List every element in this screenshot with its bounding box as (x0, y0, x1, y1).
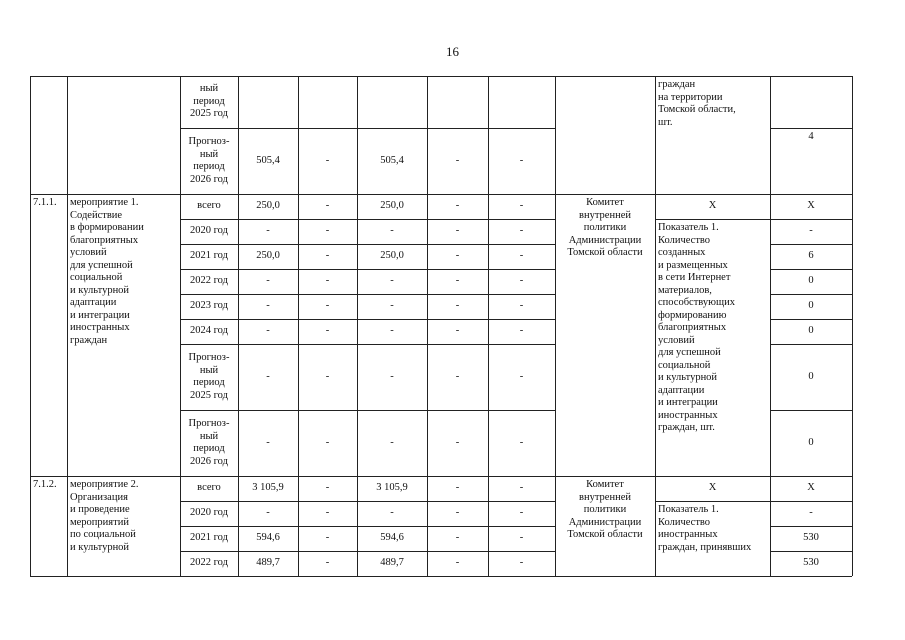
table-rule (770, 269, 852, 270)
table-rule (180, 244, 555, 245)
table-rule (488, 76, 489, 576)
value-cell: - (390, 300, 394, 312)
table-rule (770, 526, 852, 527)
value-cell: - (325, 532, 330, 544)
table-rule (770, 219, 852, 220)
table-rule (180, 294, 555, 295)
table-rule (30, 576, 852, 577)
item-name: мероприятие 2. Организация и проведение мероприятий по социальной и культурной (70, 479, 139, 553)
value-cell: - (455, 436, 460, 448)
value-cell: - (455, 532, 460, 544)
indicator-cell: Показатель 1. Количество иностранных граждан, принявших (658, 504, 752, 553)
value-cell: - (390, 507, 394, 519)
value-cell: - (519, 436, 524, 448)
value-cell: - (519, 507, 524, 519)
value-cell: - (455, 275, 460, 287)
value-cell: 250,0 (380, 200, 404, 212)
table-rule (555, 76, 556, 576)
value-cell: - (519, 275, 524, 287)
target-cell: 0 (808, 436, 814, 448)
period-cell: 2020 год (190, 507, 228, 519)
value-cell: - (455, 325, 460, 337)
table-rule (770, 551, 852, 552)
value-cell: - (266, 370, 270, 382)
value-cell: - (455, 225, 460, 237)
table-rule (180, 269, 555, 270)
value-cell: - (390, 370, 394, 382)
value-cell: 505,4 (380, 154, 404, 166)
value-cell: - (519, 532, 524, 544)
value-cell: - (325, 154, 330, 166)
period-cell: Прогноз- ный период 2026 год (188, 418, 230, 467)
value-cell: - (390, 275, 394, 287)
value-cell: - (519, 200, 524, 212)
table-rule (180, 76, 181, 576)
value-cell: - (455, 482, 460, 494)
target-cell: - (809, 507, 813, 519)
period-cell: 2021 год (190, 532, 228, 544)
period-cell: 2024 год (190, 325, 228, 337)
value-cell: 489,7 (380, 557, 404, 569)
table-rule (357, 76, 358, 576)
table-rule (67, 76, 68, 576)
table-rule (770, 319, 852, 320)
indicator-cell: Показатель 1. Количество созданных и размещенных в сети Интернет материалов, способствующих формированию благоприятных условий для успешной социальной и культурной адаптации и интеграции иностранных граждан, шт. (658, 222, 735, 433)
value-cell: - (325, 225, 330, 237)
table-rule (238, 76, 239, 576)
value-cell: 3 105,9 (252, 482, 284, 494)
value-cell: - (455, 250, 460, 262)
table-rule (180, 526, 555, 527)
value-cell: - (325, 275, 330, 287)
value-cell: - (455, 154, 460, 166)
value-cell: - (455, 557, 460, 569)
table-rule (180, 551, 555, 552)
table-rule (427, 76, 428, 576)
target-cell: 0 (808, 300, 814, 312)
period-cell: всего (197, 200, 221, 212)
table-rule (655, 76, 656, 576)
value-cell: - (519, 154, 524, 166)
target-cell: X (807, 200, 815, 212)
indicator-head-cell: X (708, 200, 717, 212)
period-cell: 2020 год (190, 225, 228, 237)
target-cell: 530 (803, 557, 819, 569)
value-cell: - (519, 300, 524, 312)
executor-cell: Комитет внутренней политики Администрации Томской области (567, 479, 643, 540)
target-cell: 0 (808, 275, 814, 287)
value-cell: - (519, 325, 524, 337)
period-cell: 2021 год (190, 250, 228, 262)
value-cell: 250,0 (380, 250, 404, 262)
table-rule (298, 76, 299, 576)
table-rule (180, 501, 555, 502)
table-rule (30, 76, 852, 77)
period-cell: 2022 год (190, 275, 228, 287)
value-cell: - (455, 370, 460, 382)
value-cell: - (519, 370, 524, 382)
value-cell: - (455, 200, 460, 212)
executor-cell: Комитет внутренней политики Администрации Томской области (567, 197, 643, 258)
page-number: 16 (446, 44, 459, 59)
value-cell: 250,0 (256, 250, 280, 262)
value-cell: - (519, 482, 524, 494)
value-cell: 3 105,9 (376, 482, 408, 494)
value-cell: - (266, 225, 270, 237)
period-cell: Прогноз- ный период 2025 год (188, 352, 230, 401)
value-cell: - (325, 557, 330, 569)
target-cell: - (809, 225, 813, 237)
table-rule (770, 501, 852, 502)
value-cell: - (519, 557, 524, 569)
value-cell: - (266, 300, 270, 312)
value-cell: - (325, 370, 330, 382)
value-cell: - (325, 200, 330, 212)
value-cell: - (519, 225, 524, 237)
table-rule (30, 76, 31, 576)
value-cell: - (325, 436, 330, 448)
indicator-cell: граждан на территории Томской области, шт. (658, 79, 736, 128)
value-cell: - (266, 436, 270, 448)
period-cell: всего (197, 482, 221, 494)
table-rule (770, 76, 771, 576)
table-rule (180, 319, 555, 320)
period-cell: 2022 год (190, 557, 228, 569)
value-cell: - (519, 250, 524, 262)
table-rule (770, 294, 852, 295)
value-cell: - (325, 250, 330, 262)
item-name: мероприятие 1. Содействие в формировании благоприятных условий для успешной социальной и культурной адаптации и интеграции иностранных граждан (70, 197, 144, 346)
value-cell: - (325, 507, 330, 519)
table-rule (655, 219, 770, 220)
item-code: 7.1.1. (33, 197, 57, 208)
period-cell: ный период 2025 год (190, 83, 228, 120)
table-rule (180, 219, 555, 220)
table-rule (770, 244, 852, 245)
value-cell: - (390, 436, 394, 448)
value-cell: - (266, 507, 270, 519)
table-rule (655, 501, 770, 502)
table-rule (180, 410, 555, 411)
target-cell: 0 (808, 325, 814, 337)
value-cell: 489,7 (256, 557, 280, 569)
target-cell: 530 (803, 532, 819, 544)
target-cell: 0 (808, 370, 814, 382)
indicator-head-cell: X (708, 482, 717, 494)
target-cell: 4 (808, 131, 814, 142)
value-cell: - (266, 325, 270, 337)
target-cell: 6 (808, 250, 814, 262)
period-cell: Прогноз- ный период 2026 год (188, 136, 230, 185)
value-cell: - (390, 325, 394, 337)
value-cell: 594,6 (380, 532, 404, 544)
table-rule (770, 410, 852, 411)
value-cell: 505,4 (256, 154, 280, 166)
item-code: 7.1.2. (33, 479, 57, 490)
value-cell: 594,6 (256, 532, 280, 544)
value-cell: - (325, 482, 330, 494)
value-cell: - (455, 507, 460, 519)
table-rule (180, 128, 555, 129)
value-cell: - (325, 300, 330, 312)
table-rule (180, 344, 555, 345)
value-cell: - (390, 225, 394, 237)
value-cell: 250,0 (256, 200, 280, 212)
table-rule (770, 128, 852, 129)
period-cell: 2023 год (190, 300, 228, 312)
value-cell: - (455, 300, 460, 312)
table-rule (770, 344, 852, 345)
value-cell: - (266, 275, 270, 287)
value-cell: - (325, 325, 330, 337)
target-cell: X (807, 482, 815, 494)
table-rule (852, 76, 853, 576)
